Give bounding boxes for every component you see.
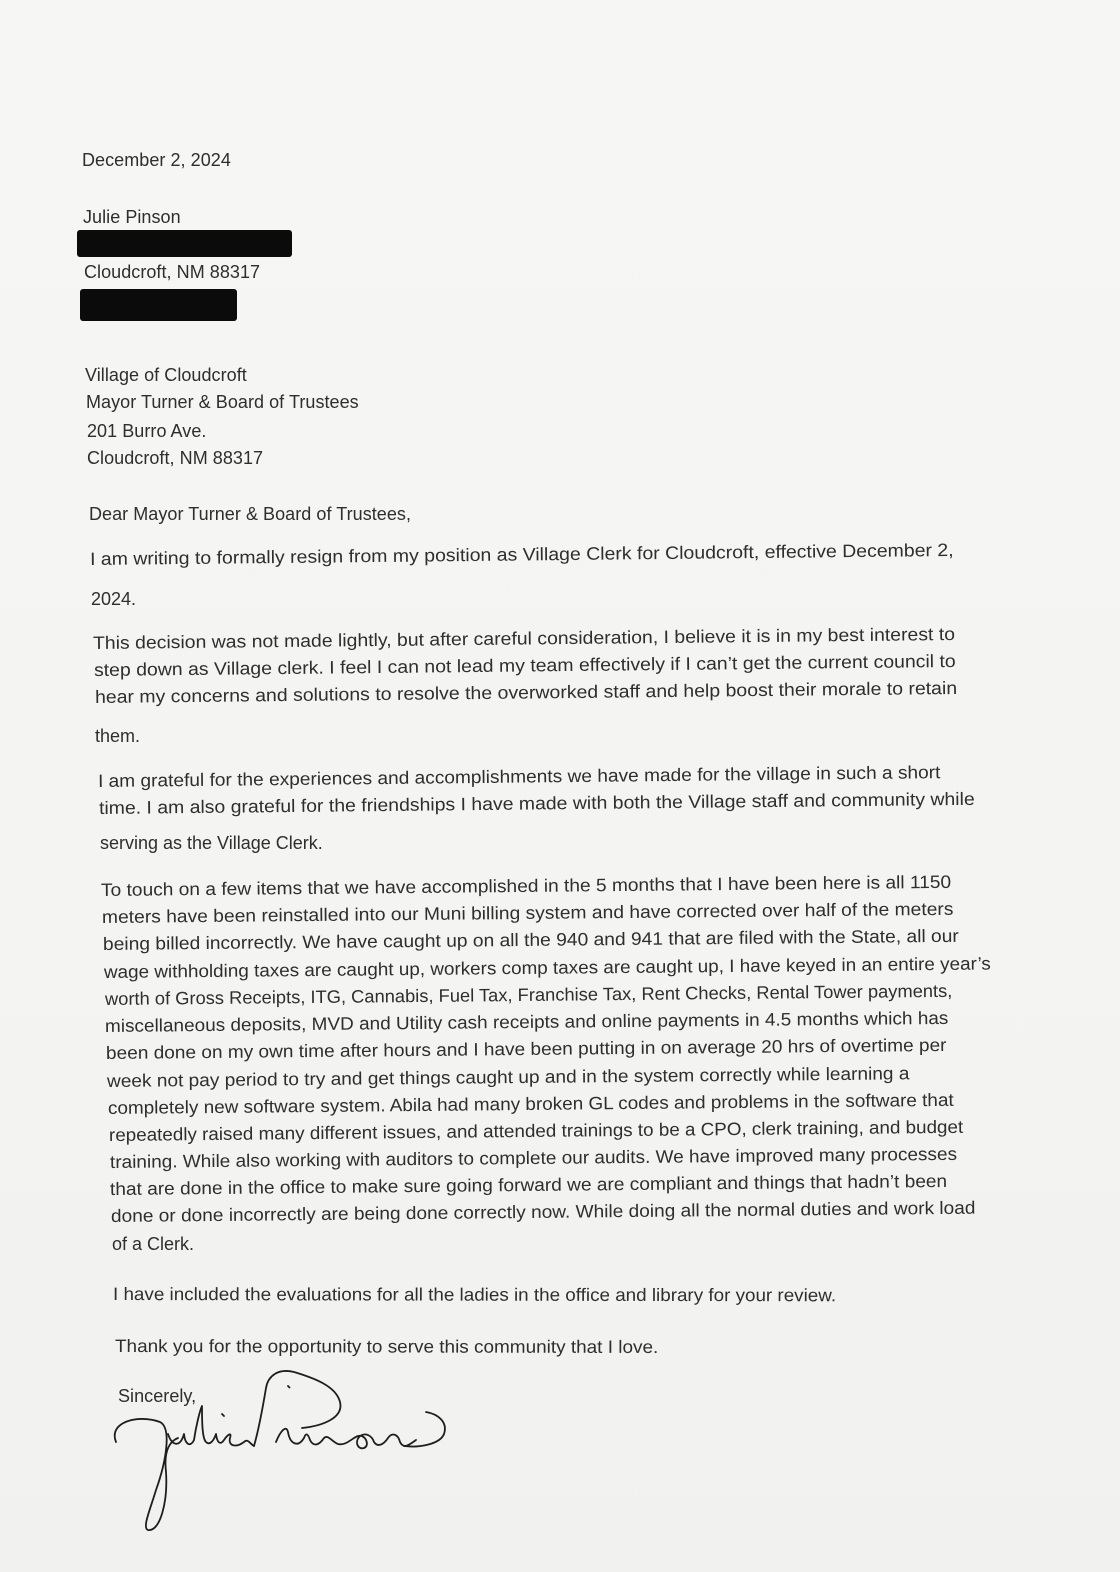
paragraph-4-line: been done on my own time after hours and I have been putting in on average 20 hrs of overtime per	[105, 1034, 947, 1063]
paragraph-4-line: meters have been reinstalled into our Muni billing system and have corrected over half of the meters	[101, 898, 954, 927]
recipient-line-2: Mayor Turner & Board of Trustees	[86, 392, 359, 412]
letter-date: December 2, 2024	[82, 150, 231, 170]
paragraph-4-line: done or done incorrectly are being done correctly now. While doing all the normal duties and work load	[110, 1197, 976, 1226]
paragraph-4-line: being billed incorrectly. We have caught up on all the 940 and 941 that are filed with the State, all our	[102, 925, 959, 954]
paragraph-6-line: Thank you for the opportunity to serve this community that I love.	[114, 1336, 659, 1357]
paragraph-4-line: training. While also working with auditors to complete our audits. We have improved many processes	[109, 1143, 958, 1172]
paragraph-2-line: step down as Village clerk. I feel I can not lead my team effectively if I can’t get the current council to	[93, 650, 956, 680]
paragraph-1-line: 2024.	[91, 589, 137, 609]
paragraph-4-line: completely new software system. Abila had many broken GL codes and problems in the software that	[107, 1089, 954, 1118]
redacted-street-address	[77, 230, 292, 257]
sender-city-line: Cloudcroft, NM 88317	[84, 262, 261, 282]
paragraph-2-line: This decision was not made lightly, but after careful consideration, I believe it is in my best interest to	[92, 623, 956, 653]
paragraph-2-line: them.	[95, 726, 141, 746]
paragraph-4-line: repeatedly raised many different issues, and attended trainings to be a CPO, clerk training, and budget	[108, 1116, 964, 1145]
recipient-line-4: Cloudcroft, NM 88317	[87, 448, 264, 468]
paragraph-4-line: that are done in the office to make sure going forward we are compliant and things that hadn’t been	[109, 1170, 948, 1199]
closing: Sincerely,	[118, 1386, 197, 1406]
paragraph-4-line: wage withholding taxes are caught up, workers comp taxes are caught up, I have keyed in an entire year’s	[103, 953, 991, 982]
recipient-line-1: Village of Cloudcroft	[85, 365, 247, 385]
paragraph-4-line: worth of Gross Receipts, ITG, Cannabis, Fuel Tax, Franchise Tax, Rent Checks, Rental Tower payments,	[104, 980, 953, 1009]
sender-name: Julie Pinson	[83, 207, 181, 227]
salutation: Dear Mayor Turner & Board of Trustees,	[89, 504, 412, 524]
paragraph-4-line: To touch on a few items that we have accomplished in the 5 months that I have been here is all 1150	[100, 871, 952, 900]
handwritten-signature	[108, 1362, 468, 1537]
paragraph-5-line: I have included the evaluations for all the ladies in the office and library for your review.	[112, 1284, 837, 1306]
recipient-line-3: 201 Burro Ave.	[87, 421, 207, 441]
paragraph-4-line: miscellaneous deposits, MVD and Utility cash receipts and online payments in 4.5 months which has	[104, 1007, 949, 1036]
paragraph-3-line: serving as the Village Clerk.	[100, 833, 323, 853]
paragraph-4-line: of a Clerk.	[112, 1234, 195, 1254]
redacted-phone-number	[80, 289, 237, 321]
paragraph-3-line: I am grateful for the experiences and accomplishments we have made for the village in such a short	[97, 762, 941, 791]
paragraph-4-line: week not pay period to try and get things caught up and in the system correctly while learning a	[106, 1063, 910, 1091]
paragraph-1-line: I am writing to formally resign from my position as Village Clerk for Cloudcroft, effective December 2,	[89, 539, 954, 569]
paragraph-3-line: time. I am also grateful for the friendships I have made with both the Village staff and community while	[98, 788, 975, 818]
paragraph-2-line: hear my concerns and solutions to resolve the overworked staff and help boost their morale to retain	[94, 677, 958, 707]
